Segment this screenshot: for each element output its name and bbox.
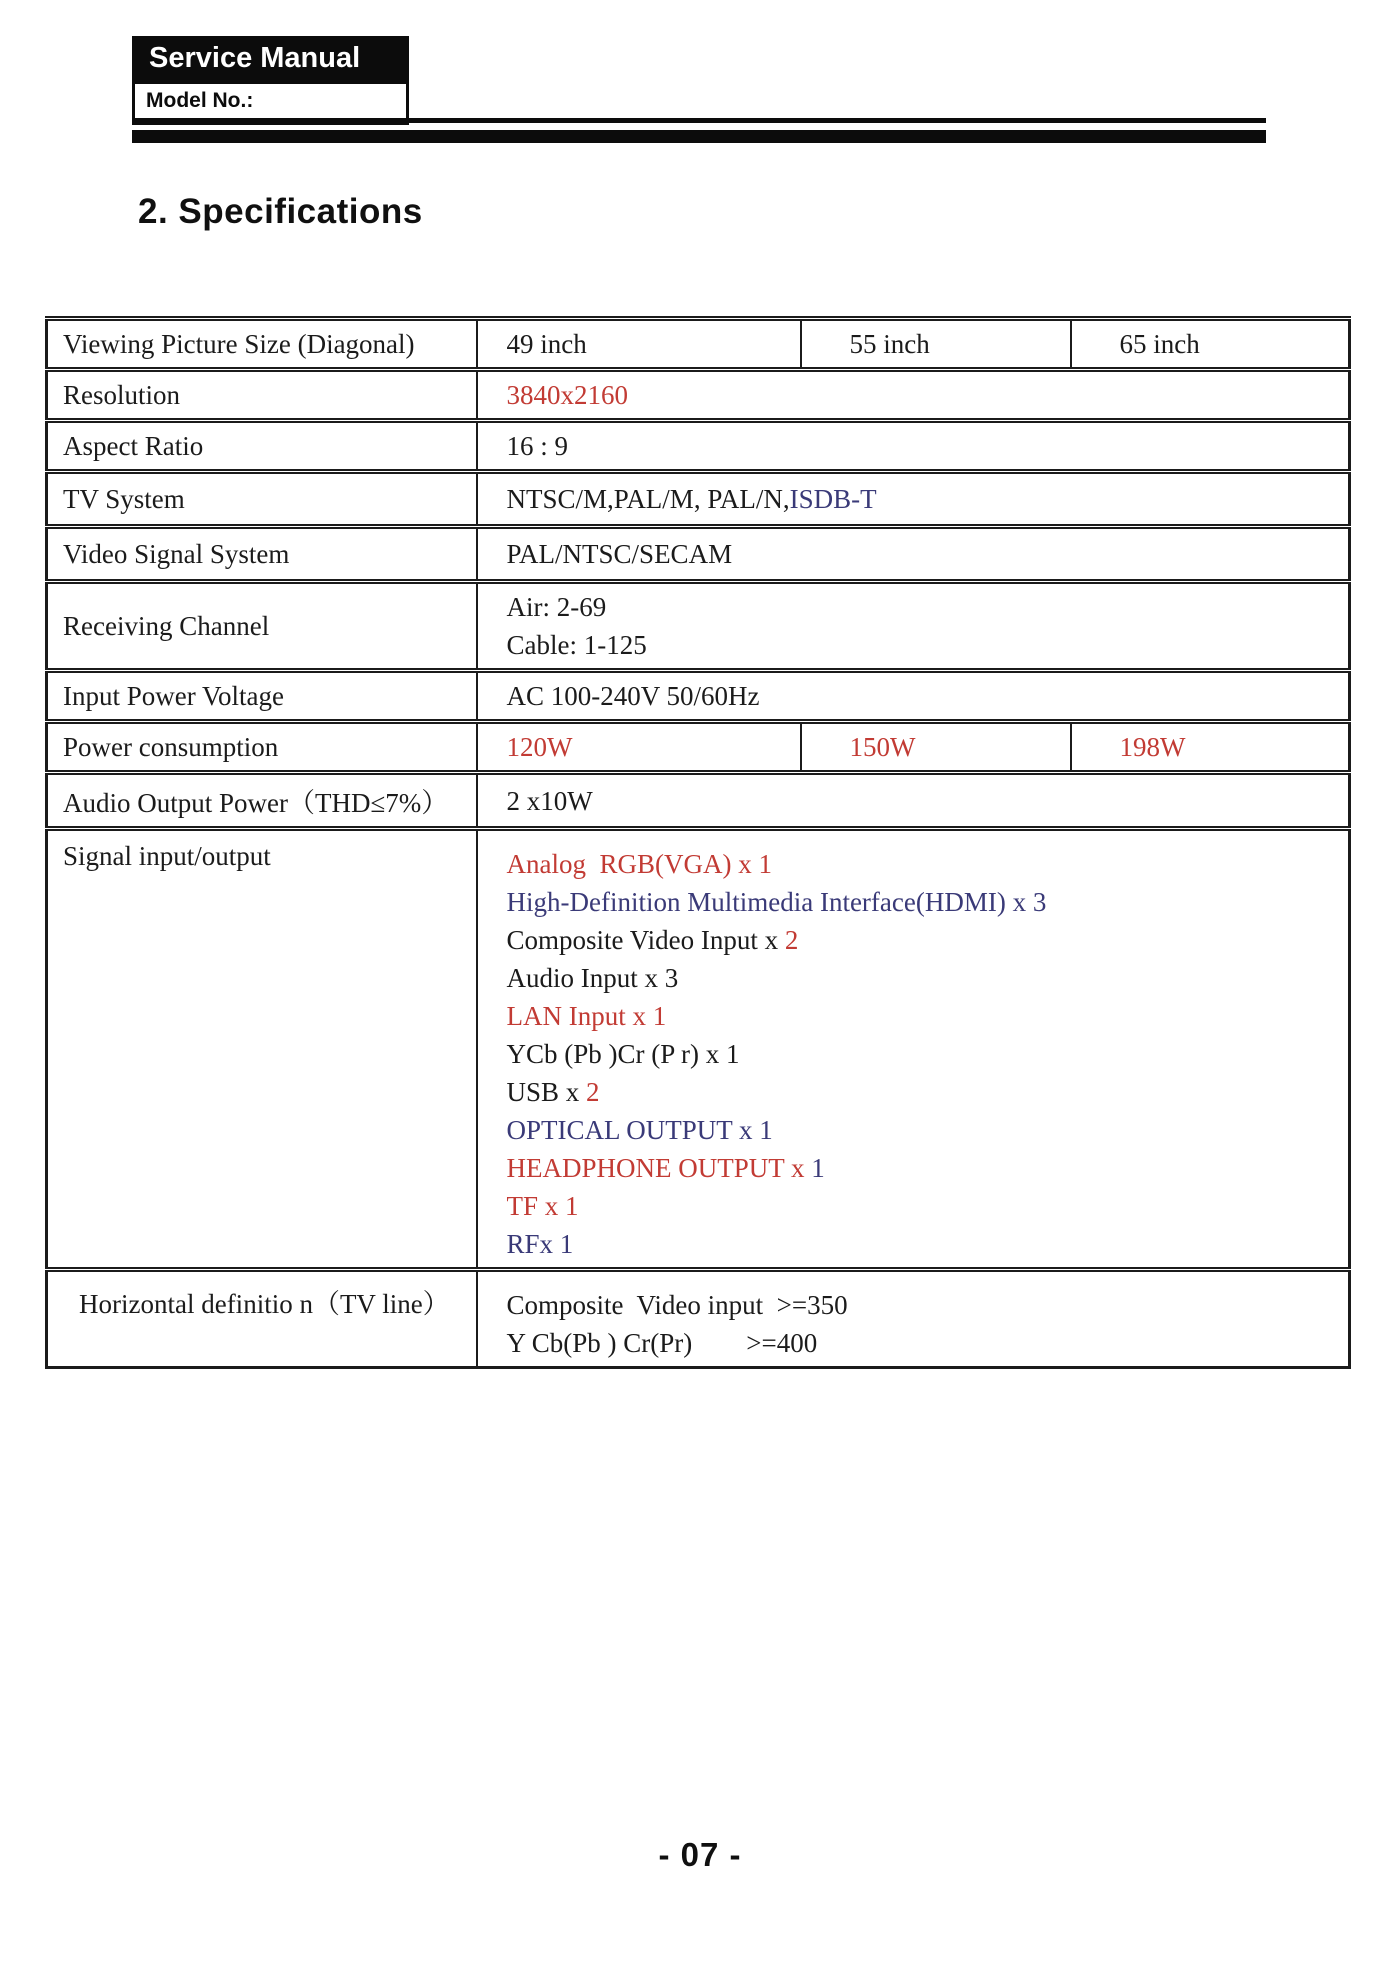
spec-value-line: TF x 1 [506,1191,579,1221]
spec-value-line: 65 inch [1119,329,1200,359]
spec-value-line: YCb (Pb )Cr (P r) x 1 [506,1039,740,1069]
header-rule-thick [132,130,1266,143]
spec-value-line: NTSC/M,PAL/M, PAL/N,ISDB-T [506,484,877,514]
spec-label: TV System [47,472,477,527]
spec-value-line: 2 x10W [506,785,593,816]
spec-value-line: Air: 2-69 [506,592,607,622]
spec-value-line: Analog RGB(VGA) x 1 [506,849,772,879]
spec-value [1071,722,1350,773]
spec-value-line: Audio Input x 3 [506,963,679,993]
spec-row [47,582,1350,671]
spec-row [47,472,1350,527]
spec-value-line: 120W [506,732,573,762]
spec-label: Resolution [47,370,477,421]
spec-label: Audio Output Power（THD≤7%） [47,773,477,829]
spec-value [801,319,1071,370]
service-manual-label: Service Manual [149,42,361,74]
spec-value [477,527,1350,582]
spec-value [477,582,1350,671]
spec-value-line: USB x 2 [506,1077,600,1107]
spec-value-line: Cable: 1-125 [506,630,647,660]
spec-table-body [47,319,1350,1368]
spec-value [477,773,1350,829]
spec-value [477,319,801,370]
spec-table [45,316,1351,1369]
spec-row [47,722,1350,773]
spec-value-line: RFx 1 [506,1229,574,1259]
spec-value-line: 3840x2160 [506,380,628,410]
spec-value [477,370,1350,421]
spec-value [801,722,1071,773]
spec-row [47,671,1350,722]
spec-value [477,1270,1350,1368]
spec-value [477,421,1350,472]
spec-value-line: Y Cb(Pb ) Cr(Pr) >=400 [506,1328,818,1358]
spec-value [1071,319,1350,370]
spec-value-line: AC 100-240V 50/60Hz [506,681,760,711]
spec-row [47,319,1350,370]
spec-label: Receiving Channel [47,582,477,671]
spec-label: Aspect Ratio [47,421,477,472]
spec-value-line: 16 : 9 [506,431,569,461]
spec-value-line: Composite Video input >=350 [506,1290,848,1320]
spec-value-line: PAL/NTSC/SECAM [506,539,733,569]
spec-label: Viewing Picture Size (Diagonal) [47,319,477,370]
spec-label: Power consumption [47,722,477,773]
spec-row [47,773,1350,829]
spec-row [47,421,1350,472]
spec-label: Horizontal definitio n（TV line） [47,1270,477,1368]
spec-value-line: 49 inch [506,329,587,359]
spec-value-line: LAN Input x 1 [506,1001,667,1031]
spec-row [47,1270,1350,1368]
spec-row [47,829,1350,1270]
spec-value-line: 55 inch [849,329,930,359]
page-footer [0,1836,1400,1874]
spec-value [477,472,1350,527]
model-no-box [132,81,409,125]
spec-value-line: HEADPHONE OUTPUT x 1 [506,1153,825,1183]
spec-label: Signal input/output [47,829,477,1270]
page-title: 2. Specifications [138,192,423,231]
spec-value-line: Composite Video Input x 2 [506,925,799,955]
spec-value [477,722,801,773]
spec-row [47,370,1350,421]
spec-value-line: 150W [849,732,916,762]
spec-value-line: High-Definition Multimedia Interface(HDMI) x 3 [506,887,1047,917]
spec-value-line: 198W [1119,732,1186,762]
spec-value [477,829,1350,1270]
model-no-label: Model No.: [146,89,254,112]
spec-label: Video Signal System [47,527,477,582]
spec-row [47,527,1350,582]
service-manual-banner [132,36,409,81]
spec-label: Input Power Voltage [47,671,477,722]
spec-value-line: OPTICAL OUTPUT x 1 [506,1115,773,1145]
spec-value [477,671,1350,722]
page-number: - 07 - [658,1836,742,1873]
